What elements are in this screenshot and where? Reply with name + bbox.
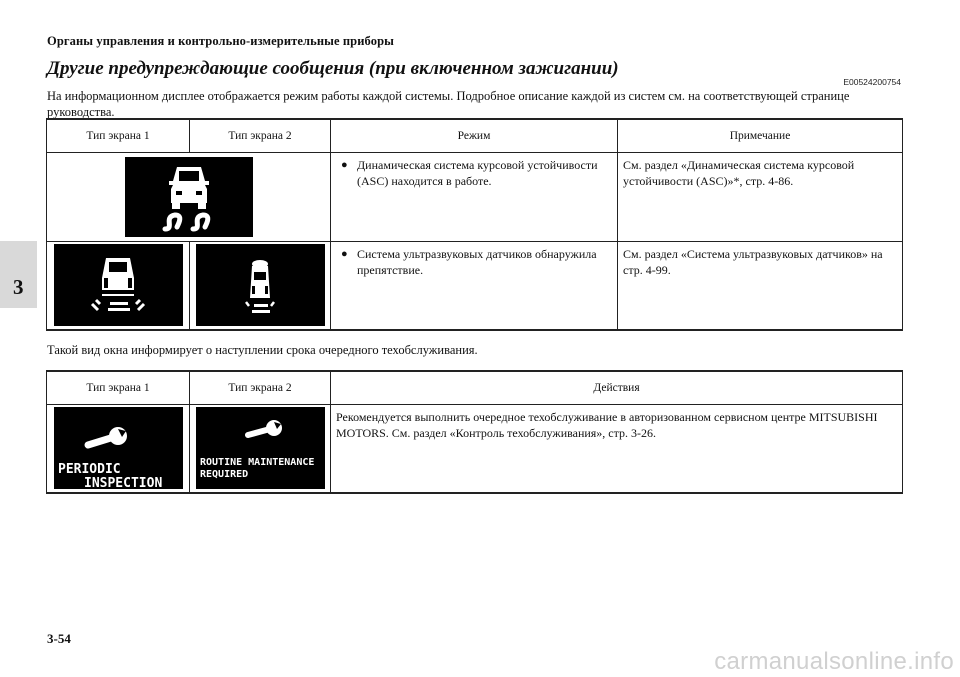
col-header-note: Примечание [618,119,903,153]
asc-skid-car-icon [125,157,253,237]
watermark: carmanualsonline.info [714,648,954,675]
table-header-row [47,119,903,153]
note-cell [618,153,903,242]
mode-cell: ● Динамическая система курсовой устойчивости (ASC) находится в работе. [331,153,618,242]
parking-sensor-front-icon [54,244,183,326]
mode-text: Система ультразвуковых датчиков обнаружила препятствие. [357,247,597,277]
col-header-mode: Режим [331,119,618,153]
screen-line2: REQUIRED [199,469,248,481]
screen-cell-1 [47,405,190,493]
middle-paragraph: Такой вид окна информирует о наступлении срока очередного техобслуживания. [47,343,478,357]
action-text: Рекомендуется выполнить очередное техобслуживание в авторизованном сервисном центре MITSUBISHI MOTORS. См. раздел «Контроль техобслуживания», стр. 3-26. [336,410,878,440]
page-number: 3-54 [47,631,71,646]
section-code: E00524200754 [843,77,901,87]
table-row [47,405,903,493]
col-header-screen2: Тип экрана 2 [190,119,331,153]
screen-line1: ROUTINE MAINTENANCE [199,457,314,469]
note-cell [618,242,903,330]
col-header-screen1: Тип экрана 1 [47,119,190,153]
note-text: См. раздел «Динамическая система курсовой устойчивости (ASC)»*, стр. 4-86. [623,158,855,188]
table-row [47,242,903,330]
screen-cell-asc [47,153,331,242]
col-header-screen1: Тип экрана 1 [47,371,190,405]
mode-cell: ● Система ультразвуковых датчиков обнаружила препятствие. [331,242,618,330]
periodic-inspection-screen [54,407,183,489]
screen-line1: PERIODIC [57,462,121,478]
screen-cell-2 [190,242,331,330]
mode-text: Динамическая система курсовой устойчивости (ASC) находится в работе. [357,158,598,188]
col-header-action: Действия [331,371,903,405]
table-header-row [47,371,903,405]
chapter-number: 3 [13,275,24,299]
section-title: Другие предупреждающие сообщения (при включенном зажигании) [47,58,619,79]
maintenance-table [46,370,903,494]
note-text: См. раздел «Система ультразвуковых датчиков» на стр. 4-99. [623,247,883,277]
routine-maintenance-screen [196,407,325,489]
screen-line2: INSPECTION [83,476,162,490]
running-head: Органы управления и контрольно-измерительные приборы [47,34,394,48]
col-header-screen2: Тип экрана 2 [190,371,331,405]
action-cell [331,405,903,493]
intro-paragraph: На информационном дисплее отображается режим работы каждой системы. Подробное описание каждой из систем см. на соответствующей странице руководства. [47,89,850,119]
table-row [47,153,903,242]
indicator-table [46,118,903,331]
screen-cell-2 [190,405,331,493]
screen-cell-1 [47,242,190,330]
parking-sensor-rear-icon [196,244,325,326]
